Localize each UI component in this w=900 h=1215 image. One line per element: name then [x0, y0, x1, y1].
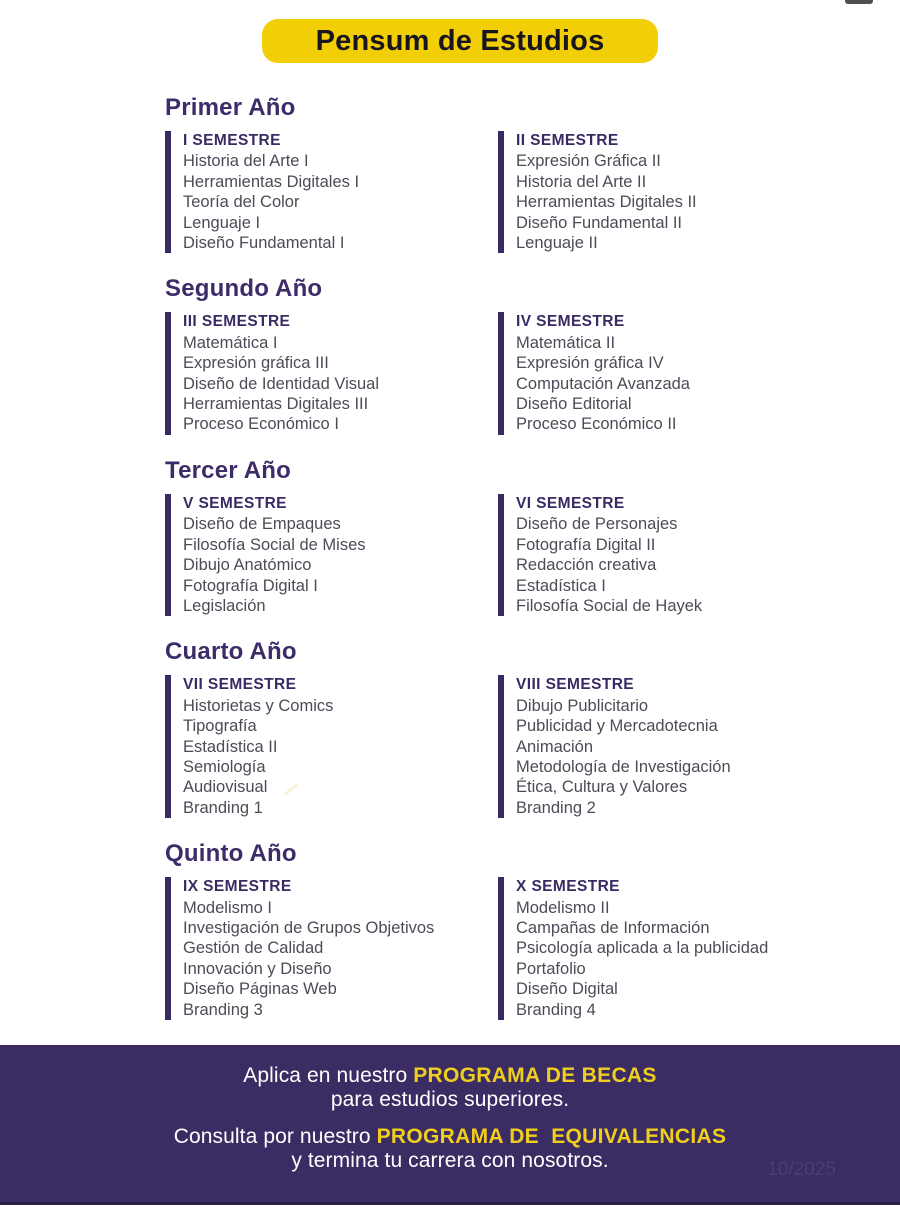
course-item: Modelismo I [183, 898, 272, 917]
course-item: Historia del Arte I [183, 152, 309, 171]
course-item: Dibujo Publicitario [516, 696, 649, 715]
semester-label: VI SEMESTRE [516, 494, 625, 512]
course-item: Psicología aplicada a la publicidad [516, 939, 769, 958]
course-item: Historia del Arte II [516, 172, 647, 191]
course-item: Investigación de Grupos Objetivos [183, 918, 435, 937]
course-item: Fotografía Digital I [183, 576, 318, 595]
year-heading: Primer Año [165, 94, 296, 121]
semester-block-4 [498, 312, 885, 434]
course-item: Lenguaje I [183, 213, 261, 232]
year-heading: Quinto Año [165, 840, 297, 868]
semester-label: VII SEMESTRE [183, 676, 297, 694]
semester-block-8 [498, 675, 885, 818]
course-item: Lenguaje II [516, 234, 598, 253]
year-section-segundo [165, 275, 885, 434]
course-item: Diseño Editorial [516, 395, 632, 414]
footer-becas-suffix: para estudios superiores. [330, 1087, 570, 1111]
semester-block-1 [165, 131, 498, 253]
course-item: Diseño Páginas Web [183, 980, 337, 999]
footer-becas-highlight: PROGRAMA DE BECAS [413, 1064, 657, 1087]
footer-equivalencias-suffix: y termina tu carrera con nosotros. [291, 1148, 609, 1172]
course-item: Matemática II [516, 333, 616, 352]
semester-block-10 [498, 877, 885, 1020]
course-item: Herramientas Digitales II [516, 193, 697, 212]
semester-block-5 [165, 494, 498, 616]
course-item: Branding 3 [183, 1000, 263, 1019]
course-item: Proceso Económico I [183, 415, 339, 434]
course-item: Matemática I [183, 333, 278, 352]
course-item: Diseño de Personajes [516, 515, 678, 534]
course-item: Branding 2 [516, 798, 596, 817]
semester-label: IX SEMESTRE [183, 878, 292, 896]
course-item: Filosofía Social de Hayek [516, 596, 703, 615]
course-item: Animación [516, 737, 594, 756]
semester-label: II SEMESTRE [516, 132, 619, 149]
course-item: Fotografía Digital II [516, 535, 656, 554]
course-item: Publicidad y Mercadotecnia [516, 717, 718, 736]
year-heading: Tercer Año [165, 456, 292, 484]
course-item: Branding 1 [183, 798, 263, 817]
course-item: Campañas de Información [516, 918, 710, 937]
course-item: Semiología [183, 757, 266, 776]
course-item: Dibujo Anatómico [183, 556, 312, 575]
semester-label: V SEMESTRE [183, 494, 287, 512]
footer-equivalencias-line [0, 1125, 900, 1149]
course-item: Innovación y Diseño [183, 959, 332, 978]
course-item: Ética, Cultura y Valores [516, 778, 688, 797]
year-section-primer [165, 94, 885, 253]
footer-banner [0, 1045, 900, 1205]
course-item: Filosofía Social de Mises [183, 535, 366, 554]
course-item: Audiovisual [183, 778, 268, 797]
course-item: Herramientas Digitales I [183, 172, 360, 191]
course-item: Portafolio [516, 959, 586, 978]
footer-becas-line [0, 1064, 900, 1088]
course-item: Computación Avanzada [516, 374, 690, 393]
course-item: Diseño Fundamental II [516, 213, 683, 232]
course-item: Diseño Digital [516, 980, 618, 999]
semester-block-2 [498, 131, 885, 253]
top-edge-mark [845, 0, 873, 4]
course-item: Estadística II [183, 737, 278, 756]
course-item: Diseño de Identidad Visual [183, 374, 380, 393]
semester-block-3 [165, 312, 498, 434]
course-item: Redacción creativa [516, 556, 657, 575]
course-item: Estadística I [516, 576, 606, 595]
year-section-cuarto [165, 638, 885, 818]
footer-equivalencias-prefix: Consulta por nuestro [173, 1125, 377, 1148]
semester-block-7 [165, 675, 498, 818]
course-item: Tipografía [183, 717, 257, 736]
semester-label: X SEMESTRE [516, 878, 620, 896]
course-item: Metodología de Investigación [516, 757, 731, 776]
course-item: Gestión de Calidad [183, 939, 324, 958]
course-item: Teoría del Color [183, 193, 300, 212]
date-watermark: 10/2025 [767, 1159, 836, 1180]
footer-equivalencias-highlight: PROGRAMA DE EQUIVALENCIAS [376, 1125, 727, 1148]
footer-becas-prefix: Aplica en nuestro [243, 1064, 414, 1087]
page-title: Pensum de Estudios [315, 24, 605, 57]
year-section-quinto [165, 840, 885, 1020]
course-item: Diseño de Empaques [183, 515, 341, 534]
course-item: Legislación [183, 596, 266, 615]
page-title-pill [262, 19, 658, 63]
semester-block-6 [498, 494, 885, 616]
year-heading: Segundo Año [165, 275, 323, 303]
course-item: Expresión Gráfica II [516, 152, 661, 171]
curriculum-body [165, 94, 885, 1042]
year-section-tercer [165, 457, 885, 616]
course-item: Branding 4 [516, 1000, 596, 1019]
course-item: Diseño Fundamental I [183, 234, 345, 253]
year-heading: Cuarto Año [165, 638, 297, 666]
course-item: Proceso Económico II [516, 415, 677, 434]
course-item: Expresión gráfica IV [516, 354, 664, 373]
course-item: Historietas y Comics [183, 696, 334, 715]
semester-label: IV SEMESTRE [516, 313, 625, 331]
course-item: Expresión gráfica III [183, 354, 329, 373]
course-item: Modelismo II [516, 898, 610, 917]
semester-block-9 [165, 877, 498, 1020]
course-item: Herramientas Digitales III [183, 395, 369, 414]
semester-label: III SEMESTRE [183, 313, 291, 331]
semester-label: I SEMESTRE [183, 132, 281, 149]
semester-label: VIII SEMESTRE [516, 676, 635, 694]
